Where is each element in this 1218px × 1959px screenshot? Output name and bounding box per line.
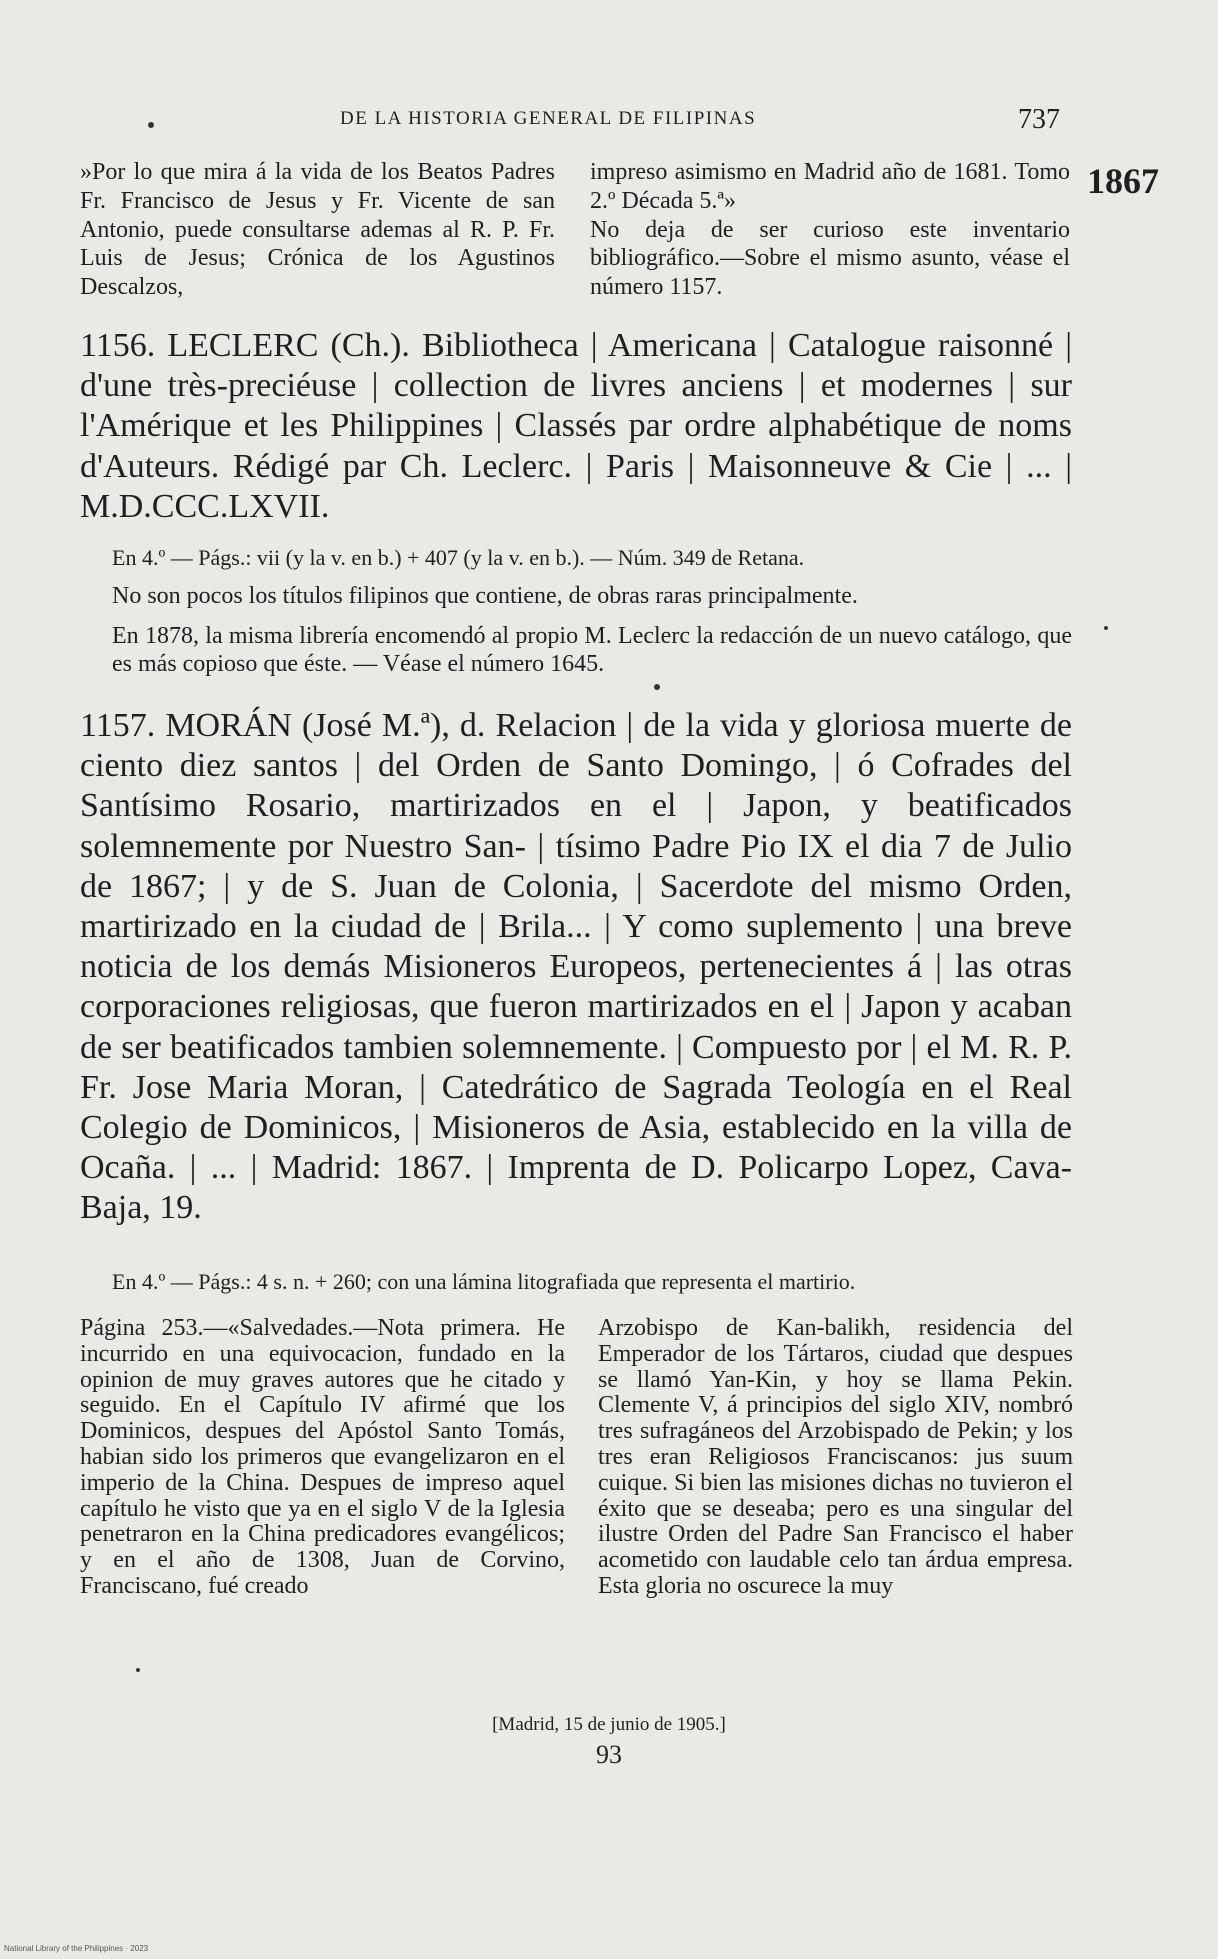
print-speck bbox=[654, 684, 660, 690]
paragraph: impreso asimismo en Madrid año de 1681. Tomo 2.º Década 5.ª» bbox=[590, 159, 1070, 214]
comment: No son pocos los títulos filipinos que contiene, de obras raras principalmente. bbox=[112, 583, 858, 609]
entry-1157: 1157. MORÁN (José M.ª), d. Relacion | de la vida y gloriosa muerte de ciento diez santos | del Orden de Santo Domingo, | ó Cofrades del Santísimo Rosario, martirizados en el | Japon, y beatificados solemnemente por Nuestro San- | tísimo Padre Pio IX el dia 7 de Julio de 1867; | y de S. Juan de Colonia, | Sacerdote del mismo Orden, martirizado en la ciudad de | Brila... | Y como suplemento | una breve noticia de los demás Misioneros Europeos, pertenecientes á | las otras corporaciones religiosas, que fueron martirizados en el | Japon y acaban de ser beatificados tambien solemnemente. | Compuesto por | el M. R. P. Fr. Jose Maria Moran, | Catedrático de Sagrada Teología en el Real Colegio de Dominicos, | Misioneros de Asia, establecido en la villa de Ocaña. | ... | Madrid: 1867. | Imprenta de D. Policarpo Lopez, Cava-Baja, 19. bbox=[80, 707, 1072, 1227]
imprint-line: [Madrid, 15 de junio de 1905.] bbox=[492, 1714, 726, 1735]
bottom-left-column bbox=[80, 1316, 565, 1600]
print-speck bbox=[148, 122, 154, 128]
paragraph: »Por lo que mira á la vida de los Beatos Padres Fr. Francisco de Jesus y Fr. Vicente de san Antonio, puede consultarse ademas al R. P. Fr. Luis de Jesus; Crónica de los Agustinos Descalzos, bbox=[80, 159, 555, 301]
top-right-column bbox=[590, 158, 1070, 302]
top-left-column bbox=[80, 158, 555, 302]
print-speck bbox=[1104, 626, 1108, 630]
margin-year: 1867 bbox=[1087, 161, 1159, 201]
bottom-right-column bbox=[598, 1316, 1073, 1600]
print-speck bbox=[136, 1668, 140, 1672]
entry-1156-notes bbox=[112, 544, 1072, 678]
format-line: En 4.º — Págs.: vii (y la v. en b.) + 407 (y la v. en b.). — Núm. 349 de Retana. bbox=[112, 545, 805, 570]
page-number: 737 bbox=[1018, 104, 1060, 135]
paragraph: No deja de ser curioso este inventario bibliográfico.—Sobre el mismo asunto, véase el número 1157. bbox=[590, 216, 1070, 301]
paragraph: Página 253.—«Salvedades.—Nota primera. He incurrido en una equivocacion, fundado en la opinion de muy graves autores que he citado y seguido. En el Capítulo IV afirmé que los Dominicos, despues del Apóstol Santo Tomás, habian sido los primeros que evangelizaron en el imperio de la China. Despues de impreso aquel capítulo he visto que ya en el siglo V de la Iglesia penetraron en la China predicadores evangélicos; y en el año de 1308, Juan de Corvino, Franciscano, fué creado bbox=[80, 1315, 565, 1599]
running-title: DE LA HISTORIA GENERAL DE FILIPINAS bbox=[340, 108, 757, 129]
comment: En 1878, la misma librería encomendó al propio M. Leclerc la redacción de un nuevo catálogo, que es más copioso que éste. — Véase el número 1645. bbox=[112, 623, 1072, 677]
paragraph: Arzobispo de Kan-balikh, residencia del Emperador de los Tártaros, ciudad que despues se llamó Yan-Kin, y hoy se llama Pekin. Clemente V, á principios del siglo XIV, nombró tres sufragáneos del Arzobispado de Pekin; y los tres eran Religiosos Franciscanos: jus suum cuique. Si bien las misiones dichas no tuvieron el éxito que se deseaba; pero es una singular del ilustre Orden del Padre San Francisco el haber acometido con laudable celo tan árdua empresa. Esta gloria no oscurece la muy bbox=[598, 1315, 1073, 1599]
signature-mark: 93 bbox=[596, 1740, 622, 1769]
format-line: En 4.º — Págs.: 4 s. n. + 260; con una lámina litografiada que representa el martirio. bbox=[112, 1269, 856, 1294]
entry-1156: 1156. LECLERC (Ch.). Bibliotheca | Americana | Catalogue raisonné | d'une très-preciéuse | collection de livres anciens | et modernes | sur l'Amérique et les Philippines | Classés par ordre alphabétique de noms d'Auteurs. Rédigé par Ch. Leclerc. | Paris | Maisonneuve & Cie | ... | M.D.CCC.LXVII. bbox=[80, 327, 1072, 525]
scan-credit: National Library of the Philippines · 2023 bbox=[4, 1944, 149, 1953]
